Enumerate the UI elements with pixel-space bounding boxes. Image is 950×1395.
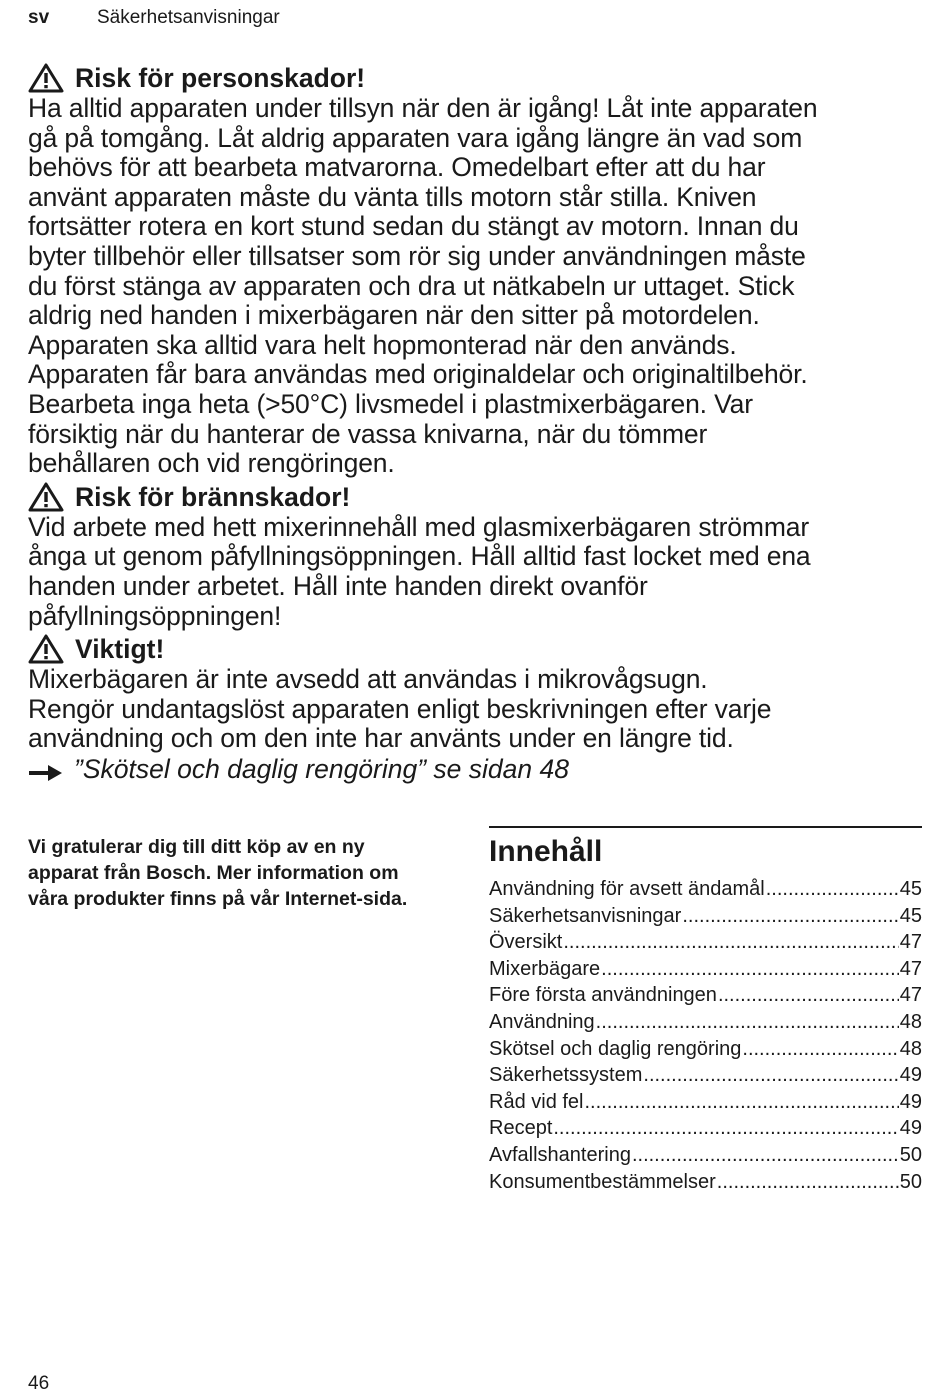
section-body-personal-injury [28,94,928,479]
toc-entry-page: 48 [899,1037,922,1060]
toc-leader-dots [563,929,898,956]
toc-entry-label: Avfallshantering [489,1143,631,1166]
cross-reference-text[interactable]: ”Skötsel och daglig rengöring” se sidan 48 [74,753,569,784]
toc-entry[interactable] [489,876,922,903]
toc-leader-dots [682,903,898,930]
table-of-contents [489,826,922,1195]
toc-entry-label: Råd vid fel [489,1090,584,1113]
cross-reference[interactable] [28,754,928,784]
text-line: påfyllningsöppningen! [28,600,282,631]
toc-entry[interactable] [489,903,922,930]
toc-leader-dots [742,1036,898,1063]
toc-leader-dots [632,1142,899,1169]
toc-entry-page: 45 [899,878,922,900]
section-heading-burn-risk: Risk för brännskador! [28,481,928,513]
text-line: behövs för att bearbeta matvarorna. Omedelbart efter att du har [28,152,766,183]
intro-line: våra produkter finns på vår Internet-sida. [28,888,408,910]
warning-triangle-icon [28,63,64,93]
toc-entry[interactable] [489,982,922,1009]
toc-leader-dots [766,876,899,903]
intro-text [28,834,468,912]
section-heading-personal-injury: Risk för personskador! [28,62,928,94]
section-body-burn-risk [28,513,928,631]
toc-entry-page: 47 [899,957,922,980]
toc-entry[interactable] [489,1089,922,1116]
toc-divider [489,826,922,828]
toc-entry[interactable] [489,1036,922,1063]
toc-entry[interactable] [489,1115,922,1142]
section-body-important [28,665,928,754]
text-line: handen under arbetet. Håll inte handen direkt ovanför [28,570,648,601]
toc-leader-dots [553,1115,898,1142]
text-line: Apparaten får bara användas med originaldelar och originaltilbehör. [28,359,808,390]
toc-leader-dots [718,982,899,1009]
page-number: 46 [28,1373,50,1394]
section-heading-important: Viktigt! [28,633,928,665]
intro-line: Vi gratulerar dig till ditt köp av en ny [28,836,365,858]
text-line: du först stänga av apparaten och dra ut nätkabeln ur uttaget. Stick [28,270,795,301]
language-code: sv [28,7,50,28]
toc-entry[interactable] [489,956,922,983]
text-line: Rengör undantagslöst apparaten enligt beskrivningen efter varje [28,693,772,724]
text-line: aldrig ned handen i mixerbägaren när den sitter på motordelen. [28,300,760,331]
text-line: ånga ut genom påfyllningsöppningen. Håll alltid fast locket med ena [28,541,811,572]
text-line: Mixerbägaren är inte avsedd att användas i mikrovågsugn. [28,664,708,695]
toc-leader-dots [596,1009,899,1036]
toc-entry-page: 50 [899,1170,922,1193]
toc-entry-label: Före första användningen [489,984,717,1007]
toc-leader-dots [585,1089,899,1116]
toc-entry-label: Översikt [489,931,563,954]
text-line: försiktig när du hanterar de vassa knivarna, när du tömmer [28,418,708,449]
text-line: Bearbeta inga heta (>50°C) livsmedel i plastmixerbägaren. Var [28,388,753,419]
text-line: Vid arbete med hett mixerinnehåll med glasmixerbägaren strömmar [28,511,810,542]
text-line: Apparaten ska alltid vara helt hopmonterad när den används. [28,329,737,360]
warning-triangle-icon [28,482,64,512]
text-line: användning och om den inte har använts under en längre tid. [28,723,734,754]
arrow-right-icon [28,759,64,779]
toc-entry[interactable] [489,1169,922,1196]
toc-leader-dots [643,1062,898,1089]
toc-entry[interactable] [489,1062,922,1089]
text-line: byter tillbehör eller tillsatser som rör sig under användningen måste [28,240,806,271]
toc-entry-page: 49 [899,1117,922,1140]
toc-entry-label: Mixerbägare [489,957,601,980]
text-line: Ha alltid apparaten under tillsyn när den är igång! Låt inte apparaten [28,93,818,123]
toc-entry-page: 45 [899,904,922,927]
text-line: gå på tomgång. Låt aldrig apparaten vara igång längre än vad som [28,122,803,153]
toc-entry-page: 47 [899,984,922,1007]
toc-entry-label: Säkerhetssystem [489,1064,643,1087]
running-header-title: Säkerhetsanvisningar [97,7,280,28]
toc-entry-label: Recept [489,1117,553,1140]
warning-triangle-icon [28,634,64,664]
toc-entry-page: 48 [899,1010,922,1033]
toc-entry-label: Konsumentbestämmelser [489,1170,716,1193]
toc-entry-page: 50 [899,1143,922,1166]
toc-leader-dots [717,1169,899,1196]
toc-leader-dots [601,956,899,983]
toc-entry-page: 49 [899,1090,922,1113]
toc-entry-label: Användning [489,1010,595,1033]
toc-title: Innehåll [489,835,603,868]
text-line: fortsätter rotera en kort stund sedan du stängt av motorn. Innan du [28,211,799,242]
toc-entry-label: Användning för avsett ändamål [489,878,765,900]
safety-instructions [28,62,928,784]
toc-entry-page: 47 [899,931,922,954]
toc-entry[interactable] [489,1142,922,1169]
text-line: behållaren och vid rengöringen. [28,448,395,479]
intro-line: apparat från Bosch. Mer information om [28,862,399,884]
toc-entry-page: 49 [899,1064,922,1087]
toc-entry-label: Säkerhetsanvisningar [489,904,682,927]
text-line: använt apparaten måste du vänta tills motorn står stilla. Kniven [28,181,757,212]
toc-entry[interactable] [489,1009,922,1036]
toc-entry[interactable] [489,929,922,956]
toc-entry-label: Skötsel och daglig rengöring [489,1037,742,1060]
